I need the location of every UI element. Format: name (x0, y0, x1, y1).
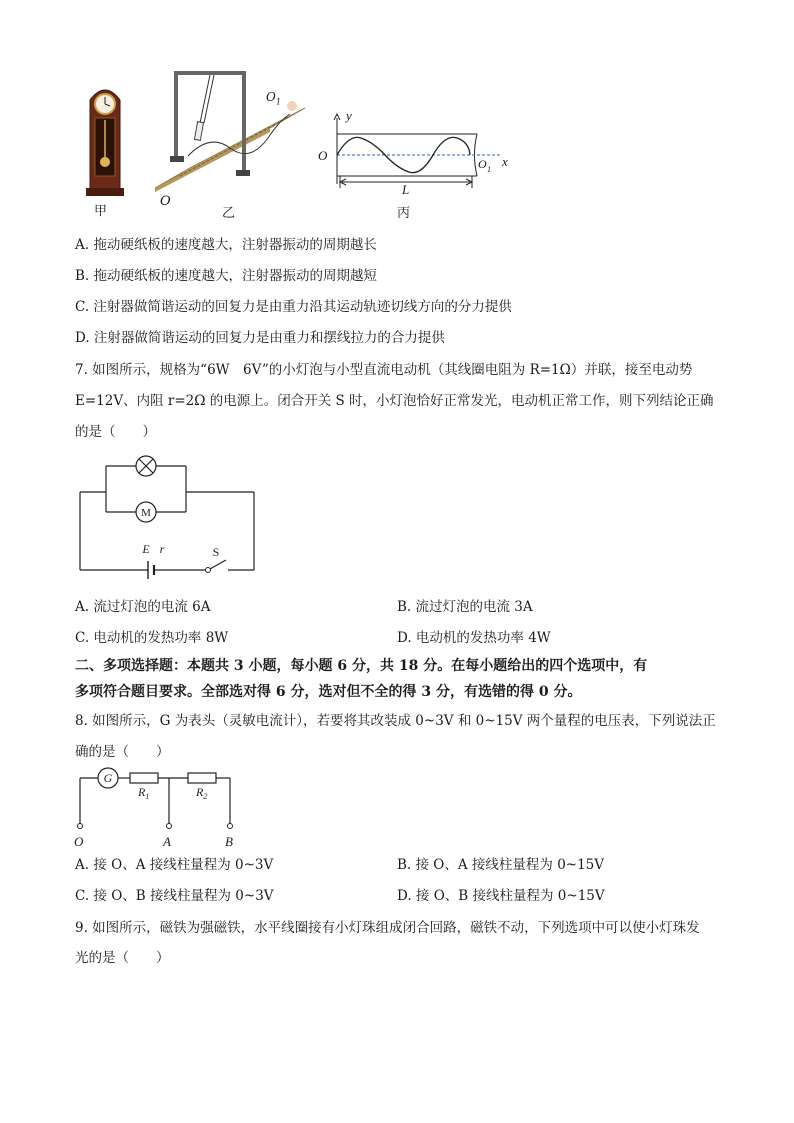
q7-stem-line-2: E=12V、内阻 r=2Ω 的电源上。闭合开关 S 时，小灯泡恰好正常发光，电动机正常工作，则下列结论正确 (75, 393, 714, 409)
figure-label-bing: 丙 (397, 206, 411, 221)
q7-option-b[interactable]: B. 流过灯泡的电流 3A (397, 599, 533, 615)
q8-option-d[interactable]: D. 接 O、B 接线柱量程为 0~15V (397, 888, 605, 904)
q6-option-a[interactable]: A. 拖动硬纸板的速度越大，注射器振动的周期越长 (75, 237, 377, 253)
r2-label: $R_2$ (196, 785, 208, 801)
r1-label: $R_1$ (138, 785, 150, 801)
bing-x-label: x (502, 154, 508, 169)
q9-stem-line-1: 9. 如图所示，磁铁为强磁铁，水平线圈接有小灯珠组成闭合回路，磁铁不动，下列选项中可以使小灯珠发 (75, 920, 700, 936)
resistor-r2-icon (188, 773, 216, 783)
q6-option-d[interactable]: D. 注射器做简谐运动的回复力是由重力和摆线拉力的合力提供 (75, 330, 445, 346)
figure-label-yi: 乙 (222, 206, 236, 221)
motor-label: M (141, 507, 151, 519)
bing-O-label: O (318, 148, 328, 163)
q6-option-c[interactable]: C. 注射器做简谐运动的回复力是由重力沿其运动轨迹切线方向的分力提供 (75, 299, 512, 315)
battery-E-label: E (142, 542, 150, 556)
section2-heading-line-2: 多项符合题目要求。全部选对得 6 分，选对但不全的得 3 分，有选错的得 0 分。 (75, 684, 582, 700)
q8-stem-line-2: 确的是（ ） (75, 744, 170, 760)
q8-option-a[interactable]: A. 接 O、A 接线柱量程为 0~3V (75, 857, 274, 873)
lamp-icon (136, 456, 156, 476)
q7-option-d[interactable]: D. 电动机的发热功率 4W (397, 630, 551, 646)
figure-pendulum-yi (150, 68, 310, 198)
bing-O1-label: O (478, 157, 487, 171)
q8-circuit-diagram (70, 762, 250, 852)
galvanometer-label: G (103, 771, 113, 785)
q8-option-c[interactable]: C. 接 O、B 接线柱量程为 0~3V (75, 888, 274, 904)
q9-stem-line-2: 光的是（ ） (75, 950, 170, 966)
q7-option-a[interactable]: A. 流过灯泡的电流 6A (75, 599, 211, 615)
figure-label-jia: 甲 (94, 204, 108, 219)
terminal-O-label: O (74, 834, 84, 849)
bing-y-label: y (346, 108, 352, 123)
motor-icon (136, 502, 156, 522)
switch-icon (206, 560, 227, 573)
battery-r-label: r (159, 542, 165, 556)
resistor-r1-icon (130, 773, 158, 783)
q6-option-b[interactable]: B. 拖动硬纸板的速度越大，注射器振动的周期越短 (75, 268, 378, 284)
figure-wave-bing (312, 106, 512, 198)
q8-option-b[interactable]: B. 接 O、A 接线柱量程为 0~15V (397, 857, 605, 873)
q7-stem-line-3: 的是（ ） (75, 424, 156, 440)
figure-yi-O1-label: $O_1$ (266, 90, 281, 107)
q7-stem-line-1: 7. 如图所示，规格为“6W 6V”的小灯泡与小型直流电动机（其线圈电阻为 R=1Ω）并联，接至电动势 (75, 362, 693, 378)
q7-option-c[interactable]: C. 电动机的发热功率 8W (75, 630, 229, 646)
terminal-B-label: B (225, 834, 233, 849)
q8-stem-line-1: 8. 如图所示，G 为表头（灵敏电流计），若要将其改装成 0~3V 和 0~15V 两个量程的电压表，下列说法正 (75, 713, 716, 729)
terminal-A-label: A (163, 834, 171, 849)
figure-yi-O-label: O (160, 194, 171, 209)
galvanometer-icon (98, 768, 118, 788)
svg-text:1: 1 (487, 165, 491, 174)
switch-S-label: S (212, 545, 220, 559)
q7-circuit-diagram (74, 452, 264, 580)
figure-clock-jia (80, 80, 130, 198)
section2-heading-line-1: 二、多项选择题：本题共 3 小题，每小题 6 分，共 18 分。在每小题给出的四个选项中，有 (75, 658, 648, 674)
bing-L-label: L (402, 182, 410, 197)
